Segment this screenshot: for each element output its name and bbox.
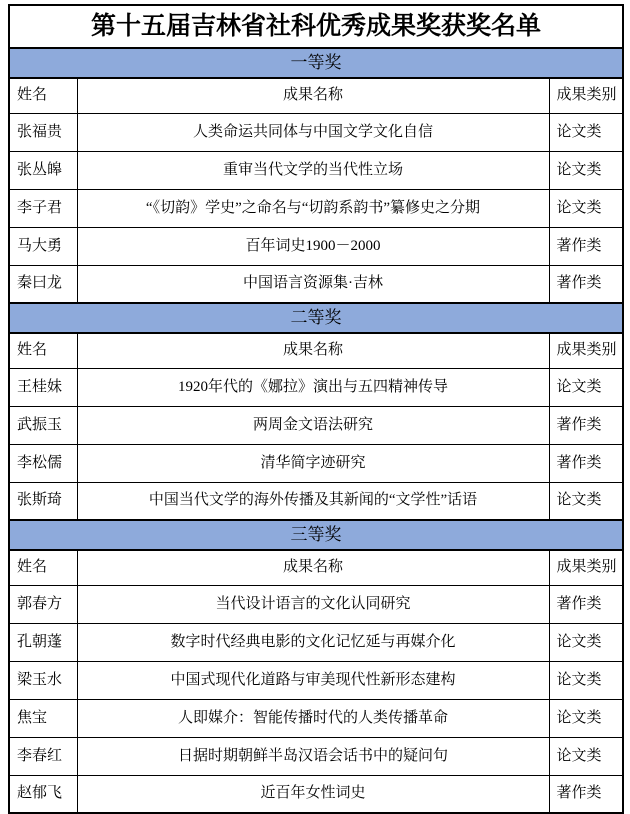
achievement-category: 著作类 xyxy=(549,585,623,623)
award-band-label: 一等奖 xyxy=(9,48,623,78)
achievement-title: 清华简字迹研究 xyxy=(77,444,549,482)
table-row xyxy=(9,151,623,189)
winner-name: 秦曰龙 xyxy=(9,265,77,303)
column-header-category: 成果类别 xyxy=(549,550,623,585)
achievement-category: 著作类 xyxy=(549,227,623,265)
achievement-title: 数字时代经典电影的文化记忆延与再媒介化 xyxy=(77,623,549,661)
table-row xyxy=(9,623,623,661)
award-band-label: 三等奖 xyxy=(9,520,623,550)
award-band-row xyxy=(9,520,623,550)
table-row xyxy=(9,265,623,303)
achievement-category: 论文类 xyxy=(549,189,623,227)
column-header-row xyxy=(9,78,623,113)
table-row xyxy=(9,775,623,813)
awards-table xyxy=(8,4,624,814)
table-row xyxy=(9,482,623,520)
column-header-row xyxy=(9,333,623,368)
table-row xyxy=(9,585,623,623)
winner-name: 马大勇 xyxy=(9,227,77,265)
award-band-row xyxy=(9,48,623,78)
table-row xyxy=(9,737,623,775)
winner-name: 李子君 xyxy=(9,189,77,227)
table-row xyxy=(9,113,623,151)
column-header-achievement: 成果名称 xyxy=(77,333,549,368)
achievement-title: 中国式现代化道路与审美现代性新形态建构 xyxy=(77,661,549,699)
column-header-name: 姓名 xyxy=(9,550,77,585)
winner-name: 李松儒 xyxy=(9,444,77,482)
winner-name: 郭春方 xyxy=(9,585,77,623)
winner-name: 王桂妹 xyxy=(9,368,77,406)
achievement-title: 人即媒介：智能传播时代的人类传播革命 xyxy=(77,699,549,737)
column-header-category: 成果类别 xyxy=(549,333,623,368)
achievement-category: 论文类 xyxy=(549,113,623,151)
achievement-category: 论文类 xyxy=(549,482,623,520)
winner-name: 武振玉 xyxy=(9,406,77,444)
winner-name: 张丛皞 xyxy=(9,151,77,189)
table-row xyxy=(9,406,623,444)
achievement-category: 著作类 xyxy=(549,265,623,303)
column-header-achievement: 成果名称 xyxy=(77,550,549,585)
table-row xyxy=(9,189,623,227)
table-row xyxy=(9,227,623,265)
winner-name: 李春红 xyxy=(9,737,77,775)
achievement-category: 论文类 xyxy=(549,623,623,661)
achievement-category: 论文类 xyxy=(549,151,623,189)
winner-name: 梁玉水 xyxy=(9,661,77,699)
achievement-category: 论文类 xyxy=(549,699,623,737)
achievement-title: 当代设计语言的文化认同研究 xyxy=(77,585,549,623)
table-row xyxy=(9,444,623,482)
award-band-row xyxy=(9,303,623,333)
column-header-category: 成果类别 xyxy=(549,78,623,113)
table-row xyxy=(9,661,623,699)
achievement-title: 人类命运共同体与中国文学文化自信 xyxy=(77,113,549,151)
table-row xyxy=(9,699,623,737)
column-header-row xyxy=(9,550,623,585)
achievement-category: 著作类 xyxy=(549,444,623,482)
achievement-category: 论文类 xyxy=(549,737,623,775)
winner-name: 张斯琦 xyxy=(9,482,77,520)
achievement-title: 日据时期朝鲜半岛汉语会话书中的疑问句 xyxy=(77,737,549,775)
winner-name: 焦宝 xyxy=(9,699,77,737)
achievement-title: 1920年代的《娜拉》演出与五四精神传导 xyxy=(77,368,549,406)
achievement-title: 中国当代文学的海外传播及其新闻的“文学性”话语 xyxy=(77,482,549,520)
column-header-achievement: 成果名称 xyxy=(77,78,549,113)
table-row xyxy=(9,368,623,406)
achievement-title: 重审当代文学的当代性立场 xyxy=(77,151,549,189)
achievement-title: 两周金文语法研究 xyxy=(77,406,549,444)
achievement-title: 近百年女性词史 xyxy=(77,775,549,813)
achievement-title: “《切韵》学史”之命名与“切韵系韵书”纂修史之分期 xyxy=(77,189,549,227)
column-header-name: 姓名 xyxy=(9,333,77,368)
achievement-category: 论文类 xyxy=(549,661,623,699)
achievement-title: 中国语言资源集·吉林 xyxy=(77,265,549,303)
achievement-category: 著作类 xyxy=(549,406,623,444)
achievement-title: 百年词史1900－2000 xyxy=(77,227,549,265)
document-title: 第十五届吉林省社科优秀成果奖获奖名单 xyxy=(9,5,623,48)
award-band-label: 二等奖 xyxy=(9,303,623,333)
winner-name: 赵郁飞 xyxy=(9,775,77,813)
column-header-name: 姓名 xyxy=(9,78,77,113)
winner-name: 孔朝蓬 xyxy=(9,623,77,661)
document-title-row xyxy=(9,5,623,48)
achievement-category: 论文类 xyxy=(549,368,623,406)
achievement-category: 著作类 xyxy=(549,775,623,813)
winner-name: 张福贵 xyxy=(9,113,77,151)
